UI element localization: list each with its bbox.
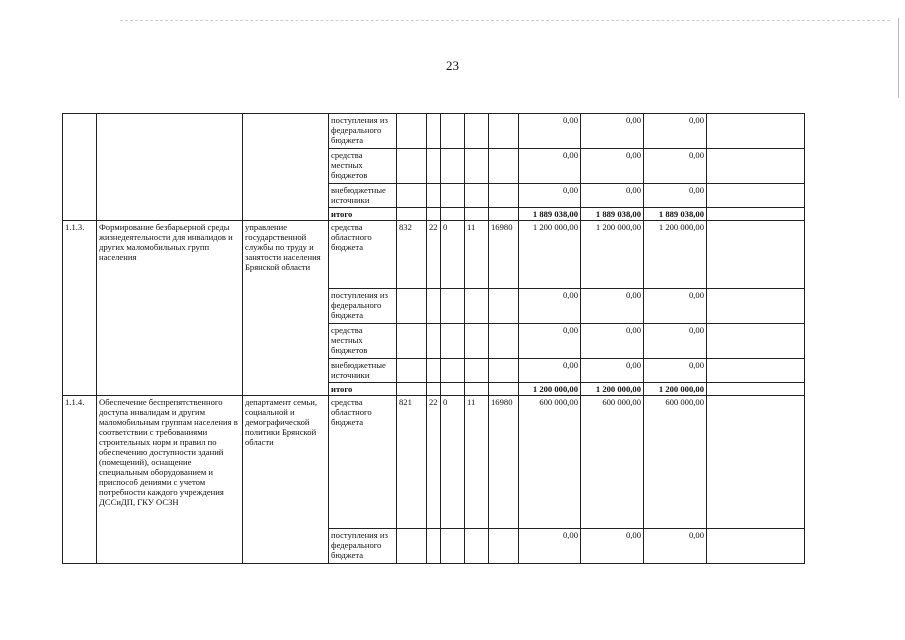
cell-value: 1 200 000,00 — [519, 221, 581, 289]
cell-code — [427, 149, 441, 184]
cell-code — [441, 184, 465, 208]
cell-note — [707, 529, 805, 564]
cell-value: 0,00 — [644, 184, 707, 208]
cell-source: внебюджетные источники — [329, 359, 397, 383]
cell-code — [441, 359, 465, 383]
cell-value: 600 000,00 — [644, 396, 707, 529]
cell-code: 0 — [441, 221, 465, 289]
cell-code — [441, 324, 465, 359]
cell-code — [489, 114, 519, 149]
cell-source: поступления из федерального бюджета — [329, 529, 397, 564]
cell-source: поступления из федерального бюджета — [329, 114, 397, 149]
cell-note — [707, 184, 805, 208]
cell-id: 1.1.4. — [63, 396, 97, 564]
cell-code — [441, 529, 465, 564]
cell-code: 11 — [465, 396, 489, 529]
cell-code — [489, 208, 519, 221]
cell-value: 0,00 — [519, 149, 581, 184]
cell-value: 0,00 — [519, 114, 581, 149]
cell-code — [489, 184, 519, 208]
cell-source: внебюджетные источники — [329, 184, 397, 208]
cell-value: 1 200 000,00 — [644, 221, 707, 289]
cell-code — [465, 359, 489, 383]
cell-value: 1 200 000,00 — [581, 221, 644, 289]
cell-value: 0,00 — [644, 114, 707, 149]
cell-source: поступления из федерального бюджета — [329, 289, 397, 324]
cell-source: средства областного бюджета — [329, 396, 397, 529]
cell-code — [397, 114, 427, 149]
cell-code — [465, 208, 489, 221]
cell-code — [465, 149, 489, 184]
cell-code — [441, 149, 465, 184]
cell-value: 0,00 — [581, 359, 644, 383]
cell-value-total: 1 200 000,00 — [644, 383, 707, 396]
cell-source: средства местных бюджетов — [329, 149, 397, 184]
cell-source: средства областного бюджета — [329, 221, 397, 289]
cell-value: 0,00 — [581, 324, 644, 359]
cell-code: 11 — [465, 221, 489, 289]
cell-code — [427, 359, 441, 383]
cell-value: 0,00 — [581, 184, 644, 208]
cell-code — [427, 529, 441, 564]
cell-note — [707, 359, 805, 383]
cell-note — [707, 396, 805, 529]
budget-table — [62, 113, 805, 564]
cell-value: 0,00 — [581, 149, 644, 184]
cell-source: средства местных бюджетов — [329, 324, 397, 359]
cell-executor — [243, 114, 329, 221]
cell-note — [707, 324, 805, 359]
scan-top-rule — [120, 20, 890, 21]
cell-code — [427, 383, 441, 396]
cell-source-total: итого — [329, 208, 397, 221]
cell-code — [427, 289, 441, 324]
table-row — [63, 221, 805, 289]
cell-source-total: итого — [329, 383, 397, 396]
cell-code — [397, 184, 427, 208]
cell-value: 0,00 — [519, 289, 581, 324]
cell-code — [397, 383, 427, 396]
cell-note — [707, 149, 805, 184]
cell-code — [397, 529, 427, 564]
cell-code — [427, 324, 441, 359]
cell-value: 0,00 — [644, 324, 707, 359]
cell-value: 0,00 — [519, 324, 581, 359]
cell-note — [707, 221, 805, 289]
cell-code — [441, 289, 465, 324]
cell-value: 0,00 — [581, 114, 644, 149]
cell-code — [489, 289, 519, 324]
cell-code — [441, 208, 465, 221]
cell-value: 0,00 — [519, 529, 581, 564]
cell-value: 0,00 — [519, 359, 581, 383]
cell-code — [441, 383, 465, 396]
cell-code — [465, 529, 489, 564]
cell-code: 821 — [397, 396, 427, 529]
cell-code — [489, 529, 519, 564]
cell-code — [465, 289, 489, 324]
cell-executor: управление государственной службы по труду и занятости населения Брянской области — [243, 221, 329, 396]
cell-code — [465, 324, 489, 359]
cell-code: 0 — [441, 396, 465, 529]
cell-code: 832 — [397, 221, 427, 289]
cell-code — [441, 114, 465, 149]
cell-code — [397, 289, 427, 324]
cell-value: 0,00 — [581, 529, 644, 564]
cell-value: 0,00 — [644, 149, 707, 184]
cell-code — [489, 359, 519, 383]
cell-code: 22 — [427, 396, 441, 529]
table-row — [63, 396, 805, 529]
cell-value-total: 1 200 000,00 — [519, 383, 581, 396]
cell-value: 0,00 — [644, 359, 707, 383]
cell-value-total: 1 889 038,00 — [581, 208, 644, 221]
cell-note — [707, 114, 805, 149]
cell-code: 16980 — [489, 221, 519, 289]
cell-value: 0,00 — [581, 289, 644, 324]
cell-note — [707, 383, 805, 396]
cell-code — [465, 184, 489, 208]
cell-value-total: 1 200 000,00 — [581, 383, 644, 396]
cell-value-total: 1 889 038,00 — [519, 208, 581, 221]
cell-code — [465, 114, 489, 149]
cell-id — [63, 114, 97, 221]
cell-id: 1.1.3. — [63, 221, 97, 396]
cell-name: Обеспечение беспрепятственного доступа инвалидам и другим маломобильным группам населения в соответствии с требованиями строительных норм и правил по обеспечению доступности зданий (помещений), оснащение специальным оборудованием и приспособ дениями с учетом потребности каждого учреждения ДССиДП, ГКУ ОСЗН — [97, 396, 243, 564]
page-number: 23 — [446, 58, 459, 73]
cell-code — [489, 324, 519, 359]
cell-code — [427, 184, 441, 208]
cell-code — [397, 208, 427, 221]
cell-code — [427, 208, 441, 221]
cell-name: Формирование безбарьерной среды жизнедеятельности для инвалидов и других маломобильных групп населения — [97, 221, 243, 396]
table-row — [63, 114, 805, 149]
cell-name — [97, 114, 243, 221]
cell-value: 600 000,00 — [519, 396, 581, 529]
cell-executor: департамент семьи, социальной и демографической политики Брянской области — [243, 396, 329, 564]
cell-code — [397, 324, 427, 359]
cell-value: 0,00 — [644, 289, 707, 324]
cell-value: 600 000,00 — [581, 396, 644, 529]
cell-value: 0,00 — [519, 184, 581, 208]
cell-code: 22 — [427, 221, 441, 289]
cell-code — [465, 383, 489, 396]
cell-value: 0,00 — [644, 529, 707, 564]
cell-code — [427, 114, 441, 149]
cell-code — [397, 149, 427, 184]
cell-code — [489, 383, 519, 396]
cell-value-total: 1 889 038,00 — [644, 208, 707, 221]
cell-code — [489, 149, 519, 184]
cell-code: 16980 — [489, 396, 519, 529]
cell-note — [707, 208, 805, 221]
cell-code — [397, 359, 427, 383]
cell-note — [707, 289, 805, 324]
